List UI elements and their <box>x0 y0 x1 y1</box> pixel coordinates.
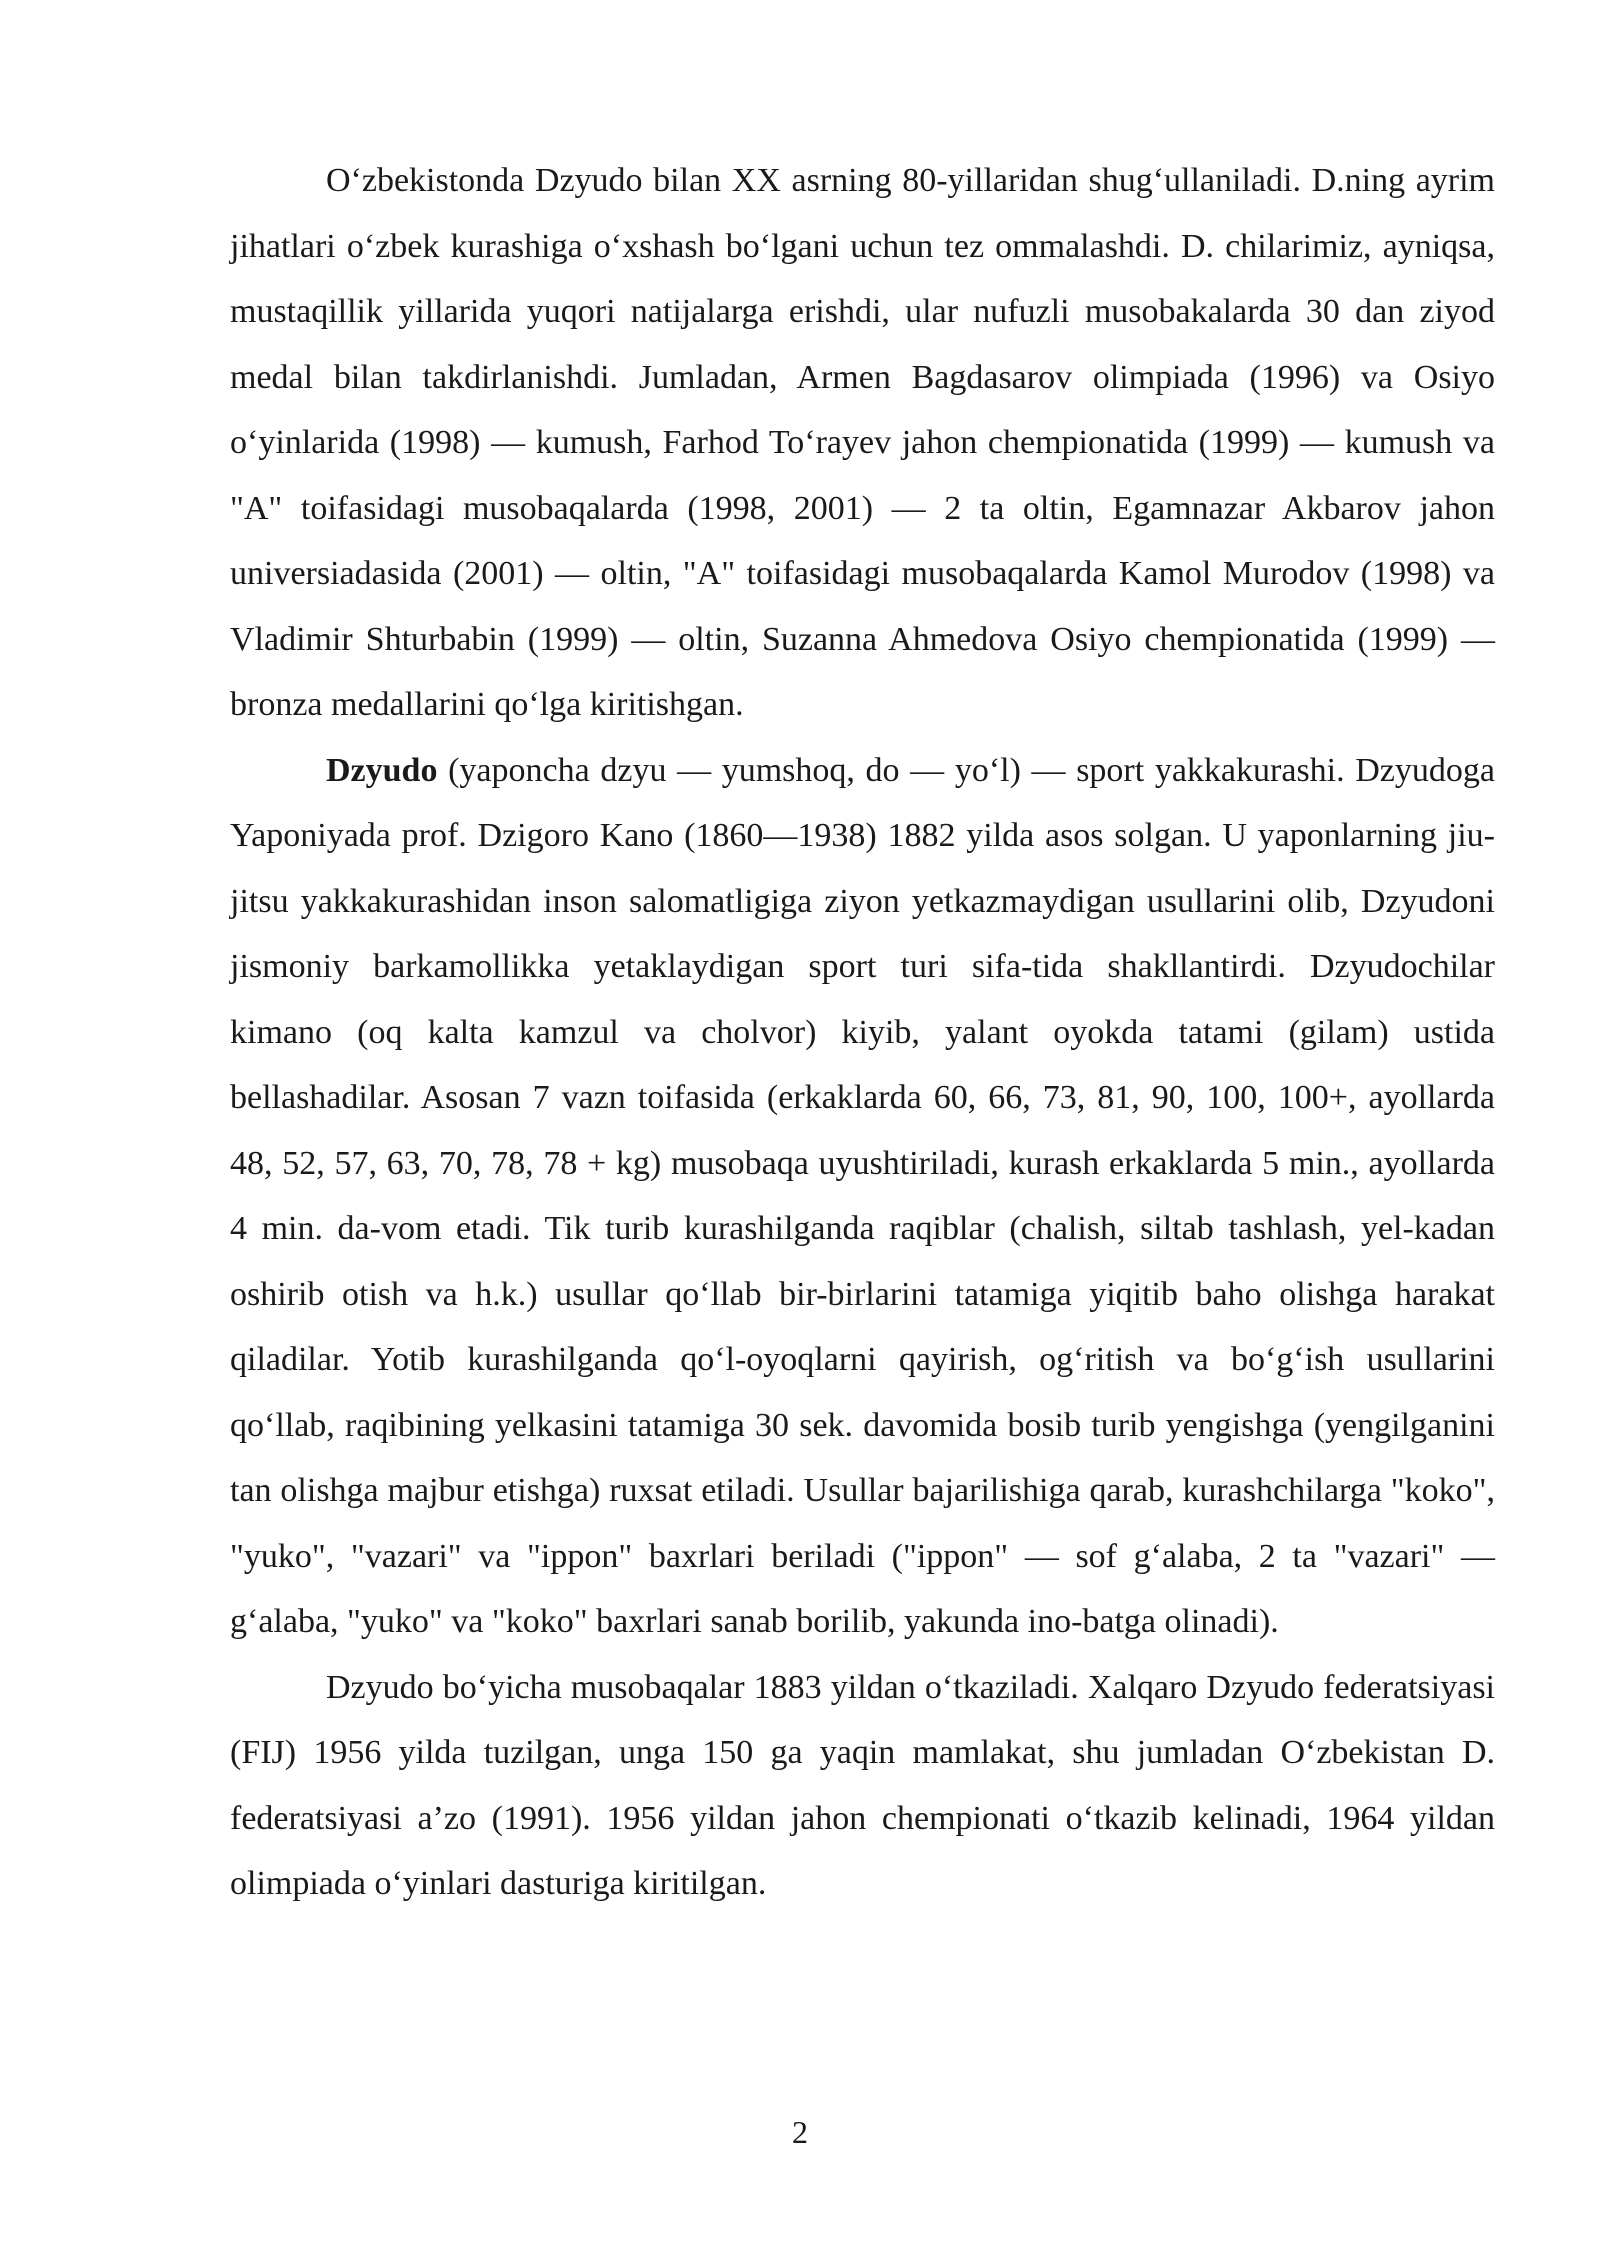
paragraph-uzbekistan-judo-history <box>230 148 1495 738</box>
paragraph-judo-competitions <box>230 1655 1495 1917</box>
paragraph-text: Dzyudo bo‘yicha musobaqalar 1883 yildan o‘tkaziladi. Xalqaro Dzyudo federatsiyasi (FIJ) 1956 yilda tuzilgan, unga 150 ga yaqin mamlakat, shu jumladan O‘zbekistan D. federatsiyasi a’zo (1991). 1956 yildan jahon chempionati o‘tkazib kelinadi, 1964 yildan olimpiada o‘yinlari dasturiga kiritilgan. <box>230 1668 1495 1902</box>
paragraph-text: O‘zbekistonda Dzyudo bilan XX asrning 80-yillaridan shug‘ullaniladi. D.ning ayrim jihatlari o‘zbek kurashiga o‘xshash bo‘lgani uchun tez ommalashdi. D. chilarimiz, ayniqsa, mustaqillik yillarida yuqori natijalarga erishdi, ular nufuzli musobakalarda 30 dan ziyod medal bilan takdirlanishdi. Jumladan, Armen Bagdasarov olimpiada (1996) va Osiyo o‘yinlarida (1998) — kumush, Farhod To‘rayev jahon chempionatida (1999) — kumush va "A" toifasidagi musobaqalarda (1998, 2001) — 2 ta oltin, Egamnazar Akbarov jahon universiadasida (2001) — oltin, "A" toifasidagi musobaqalarda Kamol Murodov (1998) va Vladimir Shturbabin (1999) — oltin, Suzanna Ahmedova Osiyo chempionatida (1999) — bronza medallarini qo‘lga kiritishgan. <box>230 162 1495 723</box>
page-number: 2 <box>792 2114 808 2150</box>
paragraph-judo-definition <box>230 738 1495 1655</box>
paragraph-lead-term: Dzyudo <box>326 751 438 789</box>
paragraph-text: (yaponcha dzyu — yumshoq, do — yo‘l) — sport yakkakurashi. Dzyudoga Yaponiyada prof. Dzigoro Kano (1860—1938) 1882 yilda asos solgan. U yaponlarning jiu-jitsu yakkakurashidan inson salomatligiga ziyon yetkazmaydigan usullarini olib, Dzyudoni jismoniy barkamollikka yetaklaydigan sport turi sifa-tida shakllantirdi. Dzyudochilar kimano (oq kalta kamzul va cholvor) kiyib, yalant oyokda tatami (gilam) ustida bellashadilar. Asosan 7 vazn toifasida (erkaklarda 60, 66, 73, 81, 90, 100, 100+, ayollarda 48, 52, 57, 63, 70, 78, 78 + kg) musobaqa uyushtiriladi, kurash erkaklarda 5 min., ayollarda 4 min. da-vom etadi. Tik turib kurashilganda raqiblar (chalish, siltab tashlash, yel-kadan oshirib otish va h.k.) usullar qo‘llab bir-birlarini tatamiga yiqitib baho olishga harakat qiladilar. Yotib kurashilganda qo‘l-oyoqlarni qayirish, og‘ritish va bo‘g‘ish usullarini qo‘llab, raqibining yelkasini tatamiga 30 sek. davomida bosib turib yengishga (yengilganini tan olishga majbur etishga) ruxsat etiladi. Usullar bajarilishiga qarab, kurashchilarga "koko", "yuko", "vazari" va "ippon" baxrlari beriladi ("ippon" — sof g‘alaba, 2 ta "vazari" — g‘alaba, "yuko" va "koko" baxrlari sanab borilib, yakunda ino-batga olinadi). <box>230 751 1495 1640</box>
document-page <box>230 148 1495 1917</box>
